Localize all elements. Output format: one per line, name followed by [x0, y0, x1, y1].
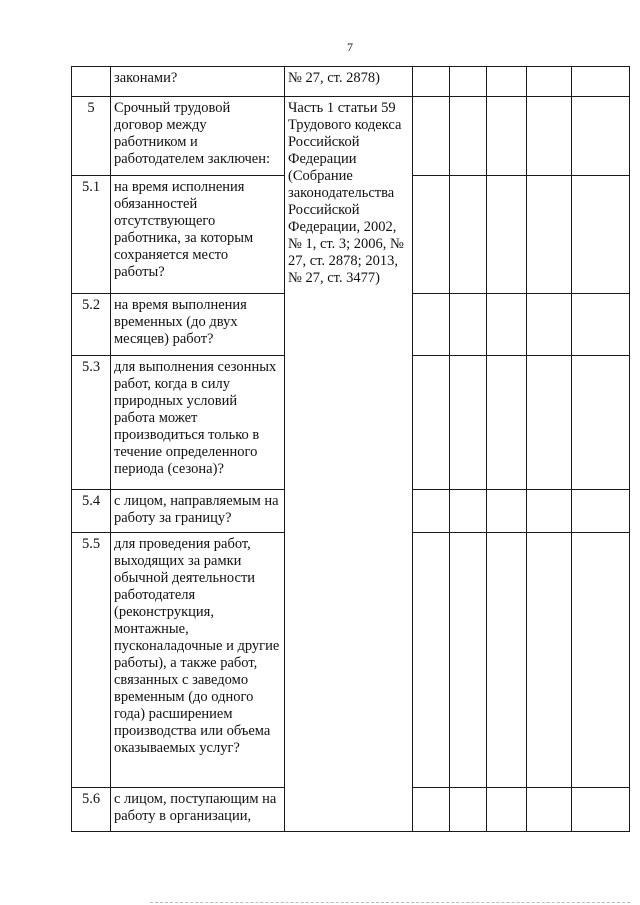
row-question: законами?	[111, 67, 285, 97]
answer-cell-extra	[527, 356, 572, 490]
row-number: 5.5	[72, 533, 111, 788]
answer-cell-extra	[527, 294, 572, 356]
answer-cell-no	[450, 294, 487, 356]
answer-cell-no	[450, 788, 487, 832]
answer-cell-no	[450, 356, 487, 490]
bottom-divider	[150, 902, 630, 904]
answer-cell-note	[572, 490, 630, 533]
answer-cell-note	[572, 533, 630, 788]
answer-cell-extra	[527, 788, 572, 832]
row-question: для выполнения сезонных работ, когда в силу природных условий работа может производиться только в течение определенного периода (сезона)?	[111, 356, 285, 490]
answer-cell-yes	[413, 97, 450, 176]
answer-cell-yes	[413, 490, 450, 533]
row-number: 5.2	[72, 294, 111, 356]
answer-cell-na	[487, 294, 527, 356]
answer-cell-na	[487, 533, 527, 788]
row-question: для проведения работ, выходящих за рамки обычной деятельности работодателя (реконструкция, монтажные, пусконаладочные и другие работы), а также работ, связанных с заведомо временным (до одного года) расширением производства или объема оказываемых услуг?	[111, 533, 285, 788]
answer-cell-extra	[527, 490, 572, 533]
row-number: 5.1	[72, 176, 111, 294]
row-question: с лицом, поступающим на работу в организации,	[111, 788, 285, 832]
answer-cell-yes	[413, 294, 450, 356]
answer-cell-extra	[527, 176, 572, 294]
row-question: на время выполнения временных (до двух месяцев) работ?	[111, 294, 285, 356]
answer-cell-extra	[527, 67, 572, 97]
answer-cell-yes	[413, 356, 450, 490]
answer-cell-no	[450, 97, 487, 176]
row-legal-basis: Часть 1 статьи 59 Трудового кодекса Российской Федерации (Собрание законодательства Российской Федерации, 2002, № 1, ст. 3; 2006, № 27, ст. 2878; 2013, № 27, ст. 3477)	[285, 97, 413, 832]
row-number: 5.6	[72, 788, 111, 832]
answer-cell-yes	[413, 176, 450, 294]
page-number: 7	[347, 40, 353, 54]
row-number: 5	[72, 97, 111, 176]
answer-cell-no	[450, 533, 487, 788]
answer-cell-yes	[413, 788, 450, 832]
row-number: 5.3	[72, 356, 111, 490]
answer-cell-na	[487, 97, 527, 176]
answer-cell-note	[572, 294, 630, 356]
answer-cell-note	[572, 356, 630, 490]
answer-cell-yes	[413, 533, 450, 788]
answer-cell-no	[450, 176, 487, 294]
answer-cell-na	[487, 356, 527, 490]
row-question: с лицом, направляемым на работу за границу?	[111, 490, 285, 533]
answer-cell-na	[487, 490, 527, 533]
answer-cell-na	[487, 67, 527, 97]
table-row	[72, 67, 630, 97]
answer-cell-no	[450, 490, 487, 533]
row-legal-basis: № 27, ст. 2878)	[285, 67, 413, 97]
answer-cell-note	[572, 97, 630, 176]
answer-cell-note	[572, 788, 630, 832]
answer-cell-na	[487, 176, 527, 294]
answer-cell-na	[487, 788, 527, 832]
row-number	[72, 67, 111, 97]
row-question: на время исполнения обязанностей отсутствующего работника, за которым сохраняется место работы?	[111, 176, 285, 294]
answer-cell-yes	[413, 67, 450, 97]
answer-cell-no	[450, 67, 487, 97]
row-number: 5.4	[72, 490, 111, 533]
checklist-table	[71, 66, 630, 832]
answer-cell-extra	[527, 97, 572, 176]
row-question: Срочный трудовой договор между работником и работодателем заключен:	[111, 97, 285, 176]
answer-cell-extra	[527, 533, 572, 788]
answer-cell-note	[572, 176, 630, 294]
answer-cell-note	[572, 67, 630, 97]
table-row	[72, 97, 630, 176]
